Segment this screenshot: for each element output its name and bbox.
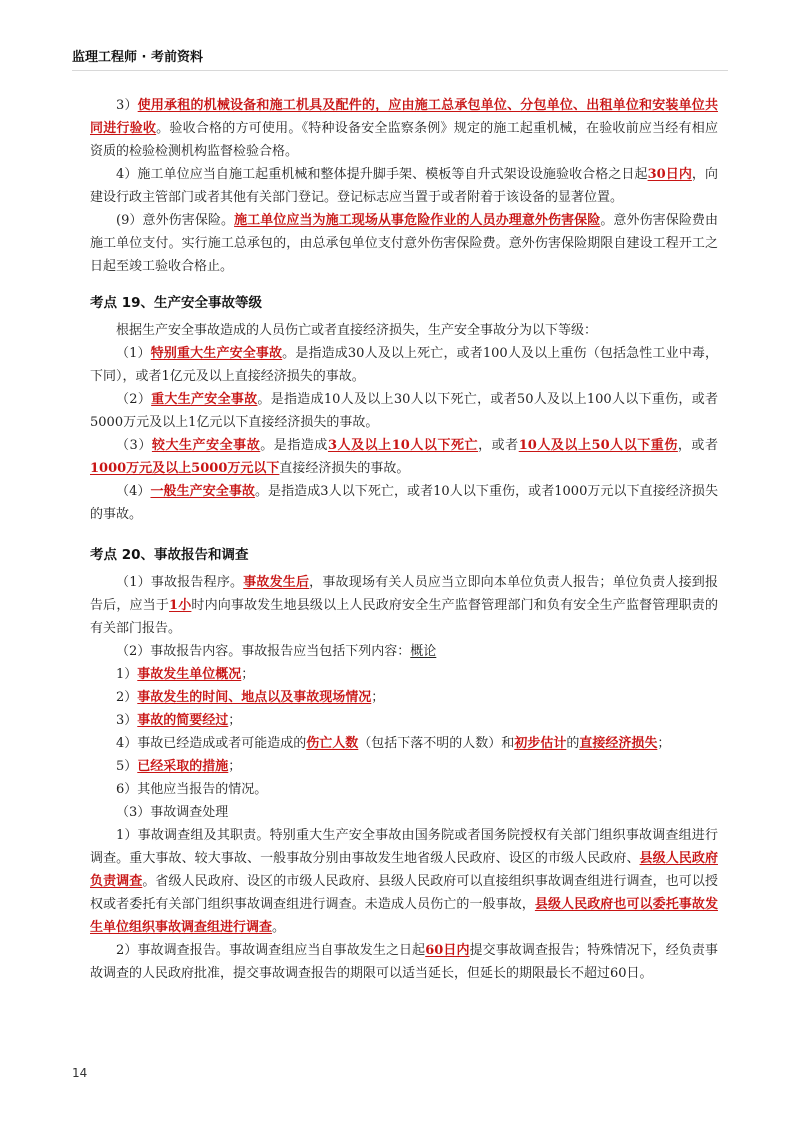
text-run: 时内向事故发生地县级以上人民政府安全生产监督管理部门和负有安全生产监督管理职责的有关部门报告。 bbox=[90, 598, 718, 636]
highlighted-text: 伤亡人数 bbox=[306, 736, 359, 751]
text-run: ，或者 bbox=[677, 438, 718, 453]
text-run: （1）事故报告程序。 bbox=[116, 575, 244, 590]
text-run: 。 bbox=[272, 920, 286, 935]
text-run: ，或者 bbox=[478, 438, 519, 453]
paragraph bbox=[90, 732, 718, 755]
text-run: 3） bbox=[116, 713, 138, 728]
text-run: 2）事故调查报告。事故调查组应当自事故发生之日起 bbox=[116, 943, 426, 958]
highlighted-text: 事故的简要经过 bbox=[137, 713, 229, 728]
highlighted-text: 3人及以上10人以下死亡 bbox=[327, 438, 479, 453]
text-run: ，事故现场有关人员应当立即向本单位负责人报告；单位负责人接到报告后，应当于 bbox=[90, 575, 718, 613]
highlighted-text: 重大生产安全事故 bbox=[151, 392, 258, 407]
paragraph bbox=[90, 640, 718, 663]
text-run: 2） bbox=[116, 690, 138, 705]
highlighted-text: 使用承租的机械设备和施工机具及配件的，应由施工总承包单位、分包单位、出租单位和安装单位共同进行验收 bbox=[90, 98, 718, 136]
highlighted-text: 直接经济损失 bbox=[579, 736, 658, 751]
paragraph bbox=[90, 778, 718, 801]
text-run: （1） bbox=[116, 346, 151, 361]
paragraph bbox=[90, 434, 718, 480]
text-run: （2） bbox=[116, 392, 152, 407]
text-run: ； bbox=[371, 690, 385, 705]
section-heading bbox=[90, 292, 718, 315]
paragraph bbox=[90, 939, 718, 985]
text-run: 6）其他应当报告的情况。 bbox=[116, 782, 268, 797]
page-number: 14 bbox=[72, 1066, 88, 1080]
paragraph bbox=[90, 824, 718, 939]
highlighted-text: 10人及以上50人以下重伤 bbox=[518, 438, 678, 453]
paragraph bbox=[90, 163, 718, 209]
text-run: 考点 19、生产安全事故等级 bbox=[90, 295, 262, 311]
document-body bbox=[90, 94, 718, 985]
highlighted-text: 初步估计 bbox=[514, 736, 567, 751]
text-run: 考点 20、事故报告和调查 bbox=[90, 547, 249, 563]
highlighted-text: 一般生产安全事故 bbox=[150, 484, 255, 499]
highlighted-text: 特别重大生产安全事故 bbox=[150, 346, 283, 361]
text-run: ，向建设行政主管部门或者其他有关部门登记。登记标志应当置于或者附着于该设备的显著位置。 bbox=[90, 167, 718, 205]
highlighted-text: 施工单位应当为施工现场从事危险作业的人员办理意外伤害保险 bbox=[234, 213, 601, 228]
highlighted-text: 较大生产安全事故 bbox=[151, 438, 261, 453]
text-run: 4）施工单位应当自施工起重机械和整体提升脚手架、模板等自升式架设设施验收合格之日起 bbox=[116, 167, 648, 182]
section-heading bbox=[90, 544, 718, 567]
text-run: ； bbox=[228, 713, 242, 728]
text-run: 的 bbox=[566, 736, 580, 751]
text-run: 提交事故调查报告；特殊情况下，经负责事故调查的人民政府批准，提交事故调查报告的期限可以适当延长，但延长的期限最长不超过60日。 bbox=[90, 943, 718, 981]
paragraph bbox=[90, 480, 718, 526]
paragraph bbox=[90, 571, 718, 640]
paragraph bbox=[90, 388, 718, 434]
text-run: （包括下落不明的人数）和 bbox=[358, 736, 515, 751]
text-run: 。意外伤害保险费由施工单位支付。实行施工总承包的，由总承包单位支付意外伤害保险费。意外伤害保险期限自建设工程开工之日起至竣工验收合格止。 bbox=[90, 213, 718, 274]
paragraph bbox=[90, 801, 718, 824]
text-run: （3） bbox=[116, 438, 152, 453]
text-run: 。是指造成3人以下死亡，或者10人以下重伤，或者1000万元以下直接经济损失的事故。 bbox=[90, 484, 718, 522]
paragraph bbox=[90, 663, 718, 686]
text-run: 5） bbox=[116, 759, 138, 774]
highlighted-text: 县级人民政府也可以委托事故发生单位组织事故调查组进行调查 bbox=[90, 897, 718, 935]
highlighted-text: 1小 bbox=[169, 598, 192, 613]
text-run: 。是指造成 bbox=[260, 438, 328, 453]
text-run: 。验收合格的方可使用。《特种设备安全监察条例》规定的施工起重机械，在验收前应当经有相应资质的检验检测机构监督检验合格。 bbox=[90, 121, 718, 159]
highlighted-text: 30日内 bbox=[647, 167, 692, 182]
highlighted-text: 事故发生单位概况 bbox=[137, 667, 242, 682]
underlined-note: 概论 bbox=[410, 644, 437, 659]
paragraph bbox=[90, 755, 718, 778]
paragraph bbox=[90, 209, 718, 278]
paragraph bbox=[90, 94, 718, 163]
highlighted-text: 事故发生后 bbox=[243, 575, 310, 590]
highlighted-text: 1000万元及以上5000万元以下 bbox=[90, 461, 280, 476]
highlighted-text: 事故发生的时间、地点以及事故现场情况 bbox=[137, 690, 372, 705]
text-run: 。省级人民政府、设区的市级人民政府、县级人民政府可以直接组织事故调查组进行调查，也可以授权或者委托有关部门组织事故调查组进行调查。未造成人员伤亡的一般事故， bbox=[90, 874, 718, 912]
text-run: （4） bbox=[116, 484, 151, 499]
text-run: 。是指造成30人及以上死亡，或者100人及以上重伤（包括急性工业中毒，下同），或者1亿元及以上直接经济损失的事故。 bbox=[90, 346, 718, 384]
text-run: 直接经济损失的事故。 bbox=[279, 461, 410, 476]
text-run: 1）事故调查组及其职责。特别重大生产安全事故由国务院或者国务院授权有关部门组织事故调查组进行调查。重大事故、较大事故、一般事故分别由事故发生地省级人民政府、设区的市级人民政府、 bbox=[90, 828, 718, 866]
paragraph bbox=[90, 686, 718, 709]
highlighted-text: 已经采取的措施 bbox=[137, 759, 229, 774]
text-run: ； bbox=[241, 667, 255, 682]
paragraph bbox=[90, 709, 718, 732]
text-run: 4）事故已经造成或者可能造成的 bbox=[116, 736, 307, 751]
text-run: 3） bbox=[116, 98, 138, 113]
text-run: 。是指造成10人及以上30人以下死亡，或者50人及以上100人以下重伤，或者5000万元及以上1亿元以下直接经济损失的事故。 bbox=[90, 392, 718, 430]
paragraph bbox=[90, 342, 718, 388]
text-run: ； bbox=[657, 736, 671, 751]
text-run: （3）事故调查处理 bbox=[116, 805, 229, 820]
text-run: （2）事故报告内容。事故报告应当包括下列内容： bbox=[116, 644, 411, 659]
text-run: (9）意外伤害保险。 bbox=[116, 213, 235, 228]
highlighted-text: 县级人民政府负责调查 bbox=[90, 851, 718, 889]
text-run: 根据生产安全事故造成的人员伤亡或者直接经济损失，生产安全事故分为以下等级： bbox=[116, 323, 598, 338]
page-header: 监理工程师 · 考前资料 bbox=[72, 50, 203, 65]
text-run: ； bbox=[228, 759, 242, 774]
highlighted-text: 60日内 bbox=[425, 943, 470, 958]
text-run: 1） bbox=[116, 667, 138, 682]
paragraph bbox=[90, 319, 718, 342]
header-divider bbox=[72, 70, 728, 71]
